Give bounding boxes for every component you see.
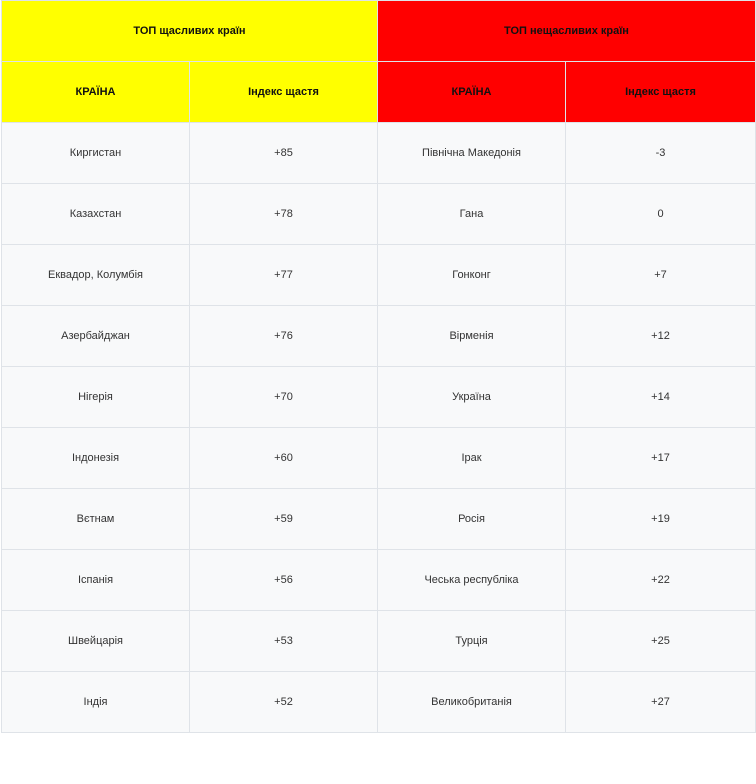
- table-row: [2, 367, 756, 428]
- table-row: [2, 672, 756, 733]
- unhappy-country-cell: Північна Македонія: [378, 123, 566, 184]
- unhappy-country-cell: Росія: [378, 489, 566, 550]
- happy-index-cell: +53: [190, 611, 378, 672]
- unhappy-country-cell: Ірак: [378, 428, 566, 489]
- happy-country-column-header: КРАЇНА: [2, 62, 190, 123]
- unhappy-index-column-header: Індекс щастя: [566, 62, 756, 123]
- header-group-row: [2, 1, 756, 62]
- table-row: [2, 428, 756, 489]
- happy-country-cell: Вєтнам: [2, 489, 190, 550]
- happy-country-cell: Еквадор, Колумбія: [2, 245, 190, 306]
- table-row: [2, 306, 756, 367]
- unhappy-index-cell: +19: [566, 489, 756, 550]
- happy-index-cell: +59: [190, 489, 378, 550]
- happy-index-cell: +78: [190, 184, 378, 245]
- unhappy-index-cell: -3: [566, 123, 756, 184]
- happy-index-cell: +70: [190, 367, 378, 428]
- header-column-row: [2, 62, 756, 123]
- unhappy-country-cell: Великобританія: [378, 672, 566, 733]
- table-body: [2, 123, 756, 733]
- table-row: [2, 123, 756, 184]
- happy-country-cell: Індія: [2, 672, 190, 733]
- unhappy-index-cell: +25: [566, 611, 756, 672]
- happy-index-cell: +52: [190, 672, 378, 733]
- unhappy-index-cell: +14: [566, 367, 756, 428]
- happy-group-header: ТОП щасливих країн: [2, 1, 378, 62]
- unhappy-index-cell: +7: [566, 245, 756, 306]
- table-row: [2, 489, 756, 550]
- happy-index-cell: +85: [190, 123, 378, 184]
- happy-country-cell: Іспанія: [2, 550, 190, 611]
- unhappy-country-cell: Україна: [378, 367, 566, 428]
- happy-country-cell: Швейцарія: [2, 611, 190, 672]
- happy-index-cell: +60: [190, 428, 378, 489]
- unhappy-country-column-header: КРАЇНА: [378, 62, 566, 123]
- unhappy-group-header: ТОП нещасливих країн: [378, 1, 756, 62]
- unhappy-country-cell: Гонконг: [378, 245, 566, 306]
- unhappy-index-cell: +22: [566, 550, 756, 611]
- happy-index-cell: +77: [190, 245, 378, 306]
- table-row: [2, 611, 756, 672]
- unhappy-index-cell: +27: [566, 672, 756, 733]
- happy-index-column-header: Індекс щастя: [190, 62, 378, 123]
- happiness-table: [1, 0, 756, 733]
- unhappy-index-cell: +12: [566, 306, 756, 367]
- happy-index-cell: +56: [190, 550, 378, 611]
- table-header: [2, 1, 756, 123]
- table-row: [2, 550, 756, 611]
- unhappy-index-cell: 0: [566, 184, 756, 245]
- happy-country-cell: Нігерія: [2, 367, 190, 428]
- unhappy-country-cell: Чеська республіка: [378, 550, 566, 611]
- happy-country-cell: Казахстан: [2, 184, 190, 245]
- happy-country-cell: Індонезія: [2, 428, 190, 489]
- table-row: [2, 245, 756, 306]
- unhappy-country-cell: Турція: [378, 611, 566, 672]
- happy-country-cell: Азербайджан: [2, 306, 190, 367]
- unhappy-index-cell: +17: [566, 428, 756, 489]
- happy-index-cell: +76: [190, 306, 378, 367]
- unhappy-country-cell: Гана: [378, 184, 566, 245]
- table-row: [2, 184, 756, 245]
- unhappy-country-cell: Вірменія: [378, 306, 566, 367]
- happy-country-cell: Киргистан: [2, 123, 190, 184]
